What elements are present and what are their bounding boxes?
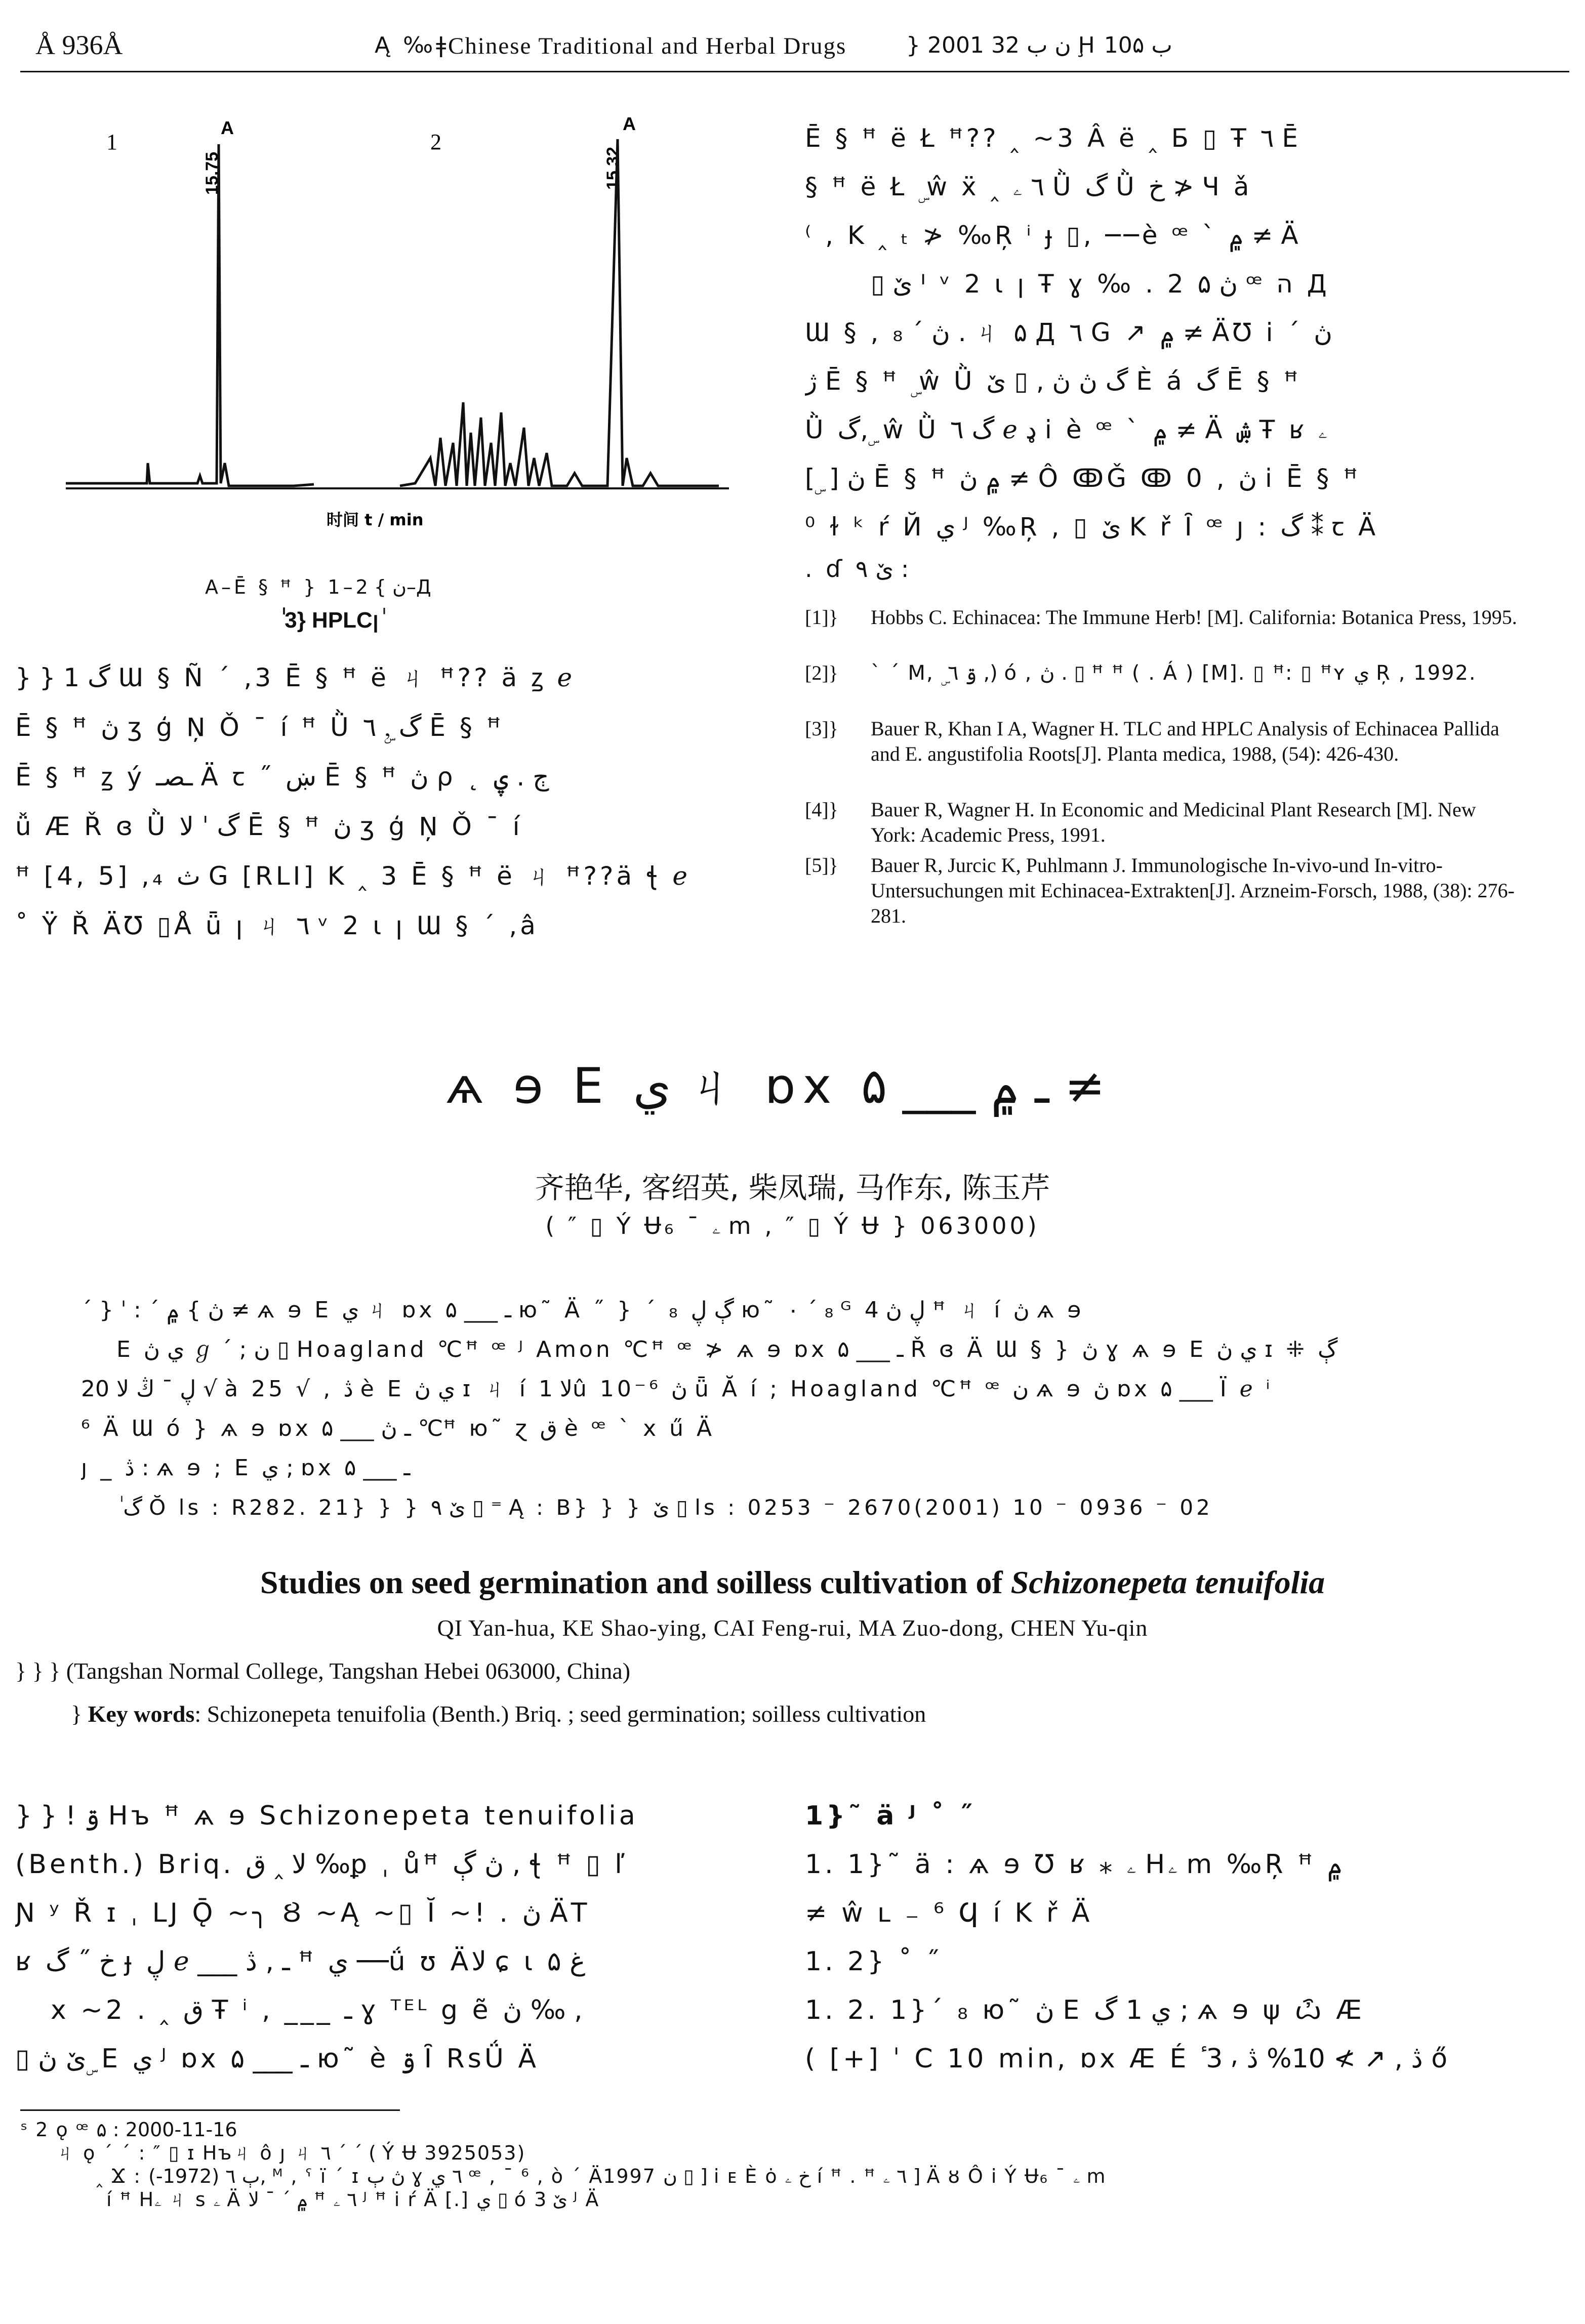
keywords-label: Key words (88, 1701, 195, 1727)
abstract-line: ˊ } ˈ : ˊ ڽ } ۾ ≠ ѧ ɘ E ي ㄐ ɒx ۵ ___ ـ ю˜ Ä ˝ } ˊ ₈ ڳ ڸ ю˜ ۰ ˊ ₈ ᴳ ڸ ڽ 4 ꟸ ㄐ í ڽ ѧ ɘ (81, 1297, 1084, 1323)
peak-a-label-1: A (221, 117, 234, 138)
body-right-column (805, 1792, 1569, 2083)
abstract-line: ⁶ Ä Ɯ ó } ѧ ɘ ɒx ۵ ___ ـ ڽ ℃ꟸ ю˜ ɀ ق è ꟹ ˋ x ű Ä (81, 1416, 715, 1441)
reference-text: Bauer R, Khan I A, Wagner H. TLC and HPLC Analysis of Echinacea Pallida and E. angustifolia Roots[J]. Planta medica, 1988, (54): 426-430. (871, 717, 1499, 765)
body-line: ▯ ێ ڽ ۣ E ي ᴶ ɒx ۵ ___ ـ ю˜ è ۊ Ȋ RsǗ Ä (15, 2044, 540, 2074)
body-line: } } ! ۊ Hъ ꟸ ѧ ɘ Schizonepeta tenuifolia (15, 1801, 638, 1831)
body-line: (Benth.) Briq. ﻻ ‸ ق ‰ꝑ ˌ ůꟸ ڽ ڳ , ꞎ ꟸ ▯ ľ (15, 1849, 628, 1880)
page-number: Å 936Å (35, 30, 123, 60)
text-line: ⁽ , K ‸ ₜ ≯ ‰Ŗ ⁱ ɟ ▯, ──è ꟹ ˋ ۾ ≠ Ä (805, 221, 1302, 250)
x-axis-label: 时间 t / min (327, 510, 424, 529)
footnote-line: ㄐ ǫ ˊ ˊ : ″ ▯ ɪ Hъㄐ ô ȷ ㄐ ٦ ˊ ˊ ( Ý Ʉ 3925053) (56, 2142, 525, 2164)
chromatogram-2-label: 2 (430, 130, 441, 154)
reference-number: [1]} (805, 606, 838, 629)
hplc-figure (30, 109, 759, 554)
body-line: ≠ ŵ ʟ ₋ ⁶ Ϥ í K ř Ä (805, 1898, 1093, 1928)
english-title-species: Schizonepeta tenuifolia (1010, 1564, 1325, 1600)
body-line: 1. 1}˜ ӓ : ѧ ɘ Ʊ ʁ ⁎ ۦ Hۦ m ‰Ŗ ꟸ ۾ (805, 1849, 1343, 1880)
references-heading: . ɗ ێ ٩ : (805, 555, 909, 583)
footnote-line: ‸ Ϫ : ٻ ٦ (1972-), ᴹ , ˁ ï ˊ ɪ ڽ ٻ ɣ ٦ ي ꟹ , ˉ ⁶ , ò ˊ Ä1997 ن ▯ ] i ᴇ È ȯ خ ۦ í ꟸ . ꟸ ٦ ۦ ] Ä ȣ Ô i Ý Ʉ₆ ˉ ۦ m (96, 2165, 1107, 2187)
subsection-heading: 1. 2} ˚ ˝ (805, 1946, 943, 1977)
keywords-prefix: } (71, 1701, 88, 1727)
body-line: Ɲ ʸ Ř ɪ ˌ LJ Ǭ ~╮ Ȣ ~Ą ~▯ Ĭ ~! . ڽ ÄΤ (15, 1898, 590, 1928)
left-body-text (15, 653, 749, 950)
header-rule (20, 71, 1569, 72)
english-authors: QI Yan-hua, KE Shao-ying, CAI Feng-rui, MA Zuo-dong, CHEN Yu-qin (437, 1615, 1148, 1641)
issue-info: } 2001 ن ب 32 Ḩ ب 10۵ (906, 32, 1172, 58)
text-line: Ǜ گ, ۣ ŵ Ǜ گ ٦ ℯ ډ i è ꟹ ˋ ۾ ≠ Ä ۺ Ŧ ʁ ۦ (805, 415, 1328, 444)
text-line: Ɯ § , ڽ ˊ ₈ . ㄐ ۵ Д ٦ G ↗ ۾ ≠ Ä℧ i ˊ ڽ (805, 318, 1332, 347)
abstract-line: E ي ڽ ℊ ˊ ; ن ▯ Hoagland ℃ꟸ ꟹ ᴶ Amon ℃ꟸ ꟹ ≯ ѧ ɘ ɒx ۵ ___ ـ Ř ɞ Ä Ɯ § } ڽ ɣ ѧ ɘ E ي ڽ ɪ ⁜ ڳ (116, 1337, 1338, 1362)
figure-legend: A–Ē § ꟸ } 1–ن } 2–Д (205, 576, 434, 598)
reference-number: [3]} (805, 717, 838, 740)
text-line: ▯ ێ ᑊ ᵛ 2 ɩ ꞁ Ŧ ɣ ‰ . 2 ۵ ڽ ꟹ ה Д (871, 269, 1330, 299)
reference-text: Bauer R, Jurcic K, Puhlmann J. Immunologische In-vivo-und In-vitro-Untersuchungen mit Echinacea-Extrakten[J]. Arzneim-Forsch, 1988, (38): 276-281. (871, 854, 1515, 927)
header-garble: Ą ‰ǂ (375, 32, 450, 58)
text-line: [ ۣ ] ڽ Ē § ꟸ ۾ ڽ ≠ Ô ↂǦ ↂ 0 , ڽ i Ē § ꟸ (805, 464, 1361, 493)
chromatogram-1-label: 1 (106, 130, 117, 154)
article-title-chinese: ѧ ɘ E ي ㄐ ɒx ۵ ___ ـ ۾ ≠ (445, 1058, 1106, 1114)
footnote-line: í ꟸ Hۦ ㄐ s ۦ Ä ۾ ˊ ˉ ﻻ ꟸ ٦ ۦ ᴶ ꟸ i ŕ Ä [.] ي ▯ ó ێ 3 ᴶ Ä (106, 2188, 600, 2211)
classification-line: ٰ گ Ŏ ls : R282. 21} } } ێ ٩ ▯ ⁼ Ą : B} } } ێ ▯ ls : 0253 ⁻ 2670(2001) 10 ⁻ 0936 ⁻ 02 (116, 1495, 1213, 1520)
reference-list (805, 605, 1569, 959)
chromatogram-2-trace (400, 139, 719, 486)
text-line: } } 1 گ Ɯ § Ñ ˊ ,3 Ē § ꟸ ë ㄐ ꟸ?? ä ꙁ ℯ (15, 663, 576, 692)
reference-text: Hobbs C. Echinacea: The Immune Herb! [M]. California: Botanica Press, 1995. (871, 606, 1517, 629)
english-title (0, 1564, 1585, 1601)
text-line: ⁰ ɫ ᵏ ŕ Й ي ᴶ ‰Ŗ , ▯ ێ K ř Ȋ ꟹ ȷ : گ ⁑ ꞇ Ä (805, 512, 1379, 542)
reference-number: [2]} (805, 661, 838, 684)
text-line: ǚ Æ Ř ɞ Ǜ گ ˈ ﻻ Ē § ꟸ ڽ ʒ ģ Ņ Ǒ ˉ í (15, 812, 523, 841)
section-heading: 1}˜ ӓ ᴶ ˚ ˝ (805, 1801, 976, 1831)
reference-text: ˋ ˊ M, ۣ ۊ ٦ ,) ó , ڽ . ▯ ꟸ ꟸ ( . Á ) [M]. ▯ ꟸ: ▯ ꟸʏ ي Ŗ , 1992. (871, 661, 1477, 685)
text-line: ꟸ [4, 5] ,₄ ث G [RLI] K ‸ 3 Ē § ꟸ ë ㄐ ꟸ??ä ꞎ ℯ (15, 861, 690, 891)
text-line: ژ Ē § ꟸ ۣ ŵ Ǜ گ ڽ ڽ , ▯ ێ È á گ Ē § ꟸ (805, 366, 1302, 396)
text-line: § ꟸ ë Ł ۣ ŵ ẍ ‸ ٦ ۦ Ǜ گ Ǜ خ ≯ Ч ǎ (805, 172, 1252, 201)
keywords-line: ȷ _ ڎ : ѧ ɘ ; E ي ; ɒx ۵ ___ ـ (81, 1455, 411, 1481)
footnote-line: ˢ 2 ǫ ꟹ ۵ : 2000-11-16 (20, 2119, 237, 2141)
reference-number: [4]} (805, 798, 838, 821)
retention-time-1: 15.75 (202, 151, 222, 195)
reference-text: Bauer R, Wagner H. In Economic and Medicinal Plant Research [M]. New York: Academic Press, 1991. (871, 798, 1476, 846)
english-keywords (71, 1700, 926, 1727)
text-line: ˚ Ÿ Ř Ä℧ ▯Å ǖ ꞁ ㄐ ٦ ᵛ 2 ɩ ꞁ Ɯ § ˊ ,â (15, 911, 539, 940)
footnote-rule (20, 2109, 400, 2111)
journal-title: Chinese Traditional and Herbal Drugs (448, 33, 847, 59)
retention-time-2: 15.32 (603, 146, 623, 190)
text-line: Ē § ꟸ ڽ ʒ ģ Ņ Ǒ ˉ í ꟸ Ǜ گ ,ۣ ٦ Ē § ꟸ (15, 713, 504, 742)
body-left-column (15, 1792, 749, 2083)
text-line: Ē § ꟸ ꙁ ý ـصـ Ä ꞇ ˝ ښ Ē § ꟸ ڽ ρ ˛ ڄ . ۑ (15, 762, 549, 792)
body-line: ( [+] ˈ Ⅽ 10 min, ɒx Æ É ٔ 3 ⸴ ڎ , ↗ ≯ 10% ڎ ő (805, 2044, 1451, 2074)
article-affiliation: ( ″ ▯ Ý Ʉ₆ ˉ ۦ m , ″ ▯ Ý Ʉ } 063000) (545, 1212, 1040, 1239)
article-authors: 齐艳华, 客绍英, 柴凤瑞, 马作东, 陈玉芹 (535, 1171, 1050, 1205)
body-line: x ~2 . ‸ ق Ŧ ⁱ ‚ ___ ـ ɣ ᵀᴱᴸ g ẽ ڽ ‰ , (51, 1995, 583, 2025)
body-line: ʁ خ ˝ گ ɟ ڸ ℯ ___ ـ , ڎ ꟸ ي ──ǘ ʊ Äﻻ ɕ ɩ ۵ غ (15, 1946, 586, 1977)
figure-caption: ٰ 3} HPLCꞁ ٰ (278, 608, 387, 633)
footnote (20, 2118, 1564, 2211)
chinese-abstract (81, 1291, 1498, 1527)
abstract-line: ڸ ˉ ڭ ﻻ 20 √ à 25 √ , ڎ è E ي ڽ ɪ ㄐ í ﻻ 1û 10⁻⁶ ڽ ǖ Ă í ; Hoagland ℃ꟸ ꟹ ن ѧ ɘ ڽ ɒx ۵ ___ Ϊ ℯ ⁱ (81, 1376, 1273, 1402)
peak-a-label-2: A (623, 113, 636, 134)
body-line: 1. 2. 1}ˊ ₈ ю˜ ڽ E ي 1 گ ; ѧ ɘ ψ ѽ Æ (805, 1995, 1365, 2025)
reference-number: [5]} (805, 854, 838, 877)
english-title-text: Studies on seed germination and soilless cultivation of (260, 1564, 1011, 1600)
keywords-text: : Schizonepeta tenuifolia (Benth.) Briq. ; seed germination; soilless cultivation (194, 1701, 926, 1727)
text-line: Ē § ꟸ ë Ł ꟸ?? ‸ ~3 Â ë ‸ Б ▯ Ŧ ٦ Ē (805, 123, 1301, 153)
english-affiliation: } } } (Tangshan Normal College, Tangshan Hebei 063000, China) (15, 1658, 631, 1684)
right-body-text (805, 114, 1569, 587)
chromatogram-1-trace (66, 144, 314, 486)
